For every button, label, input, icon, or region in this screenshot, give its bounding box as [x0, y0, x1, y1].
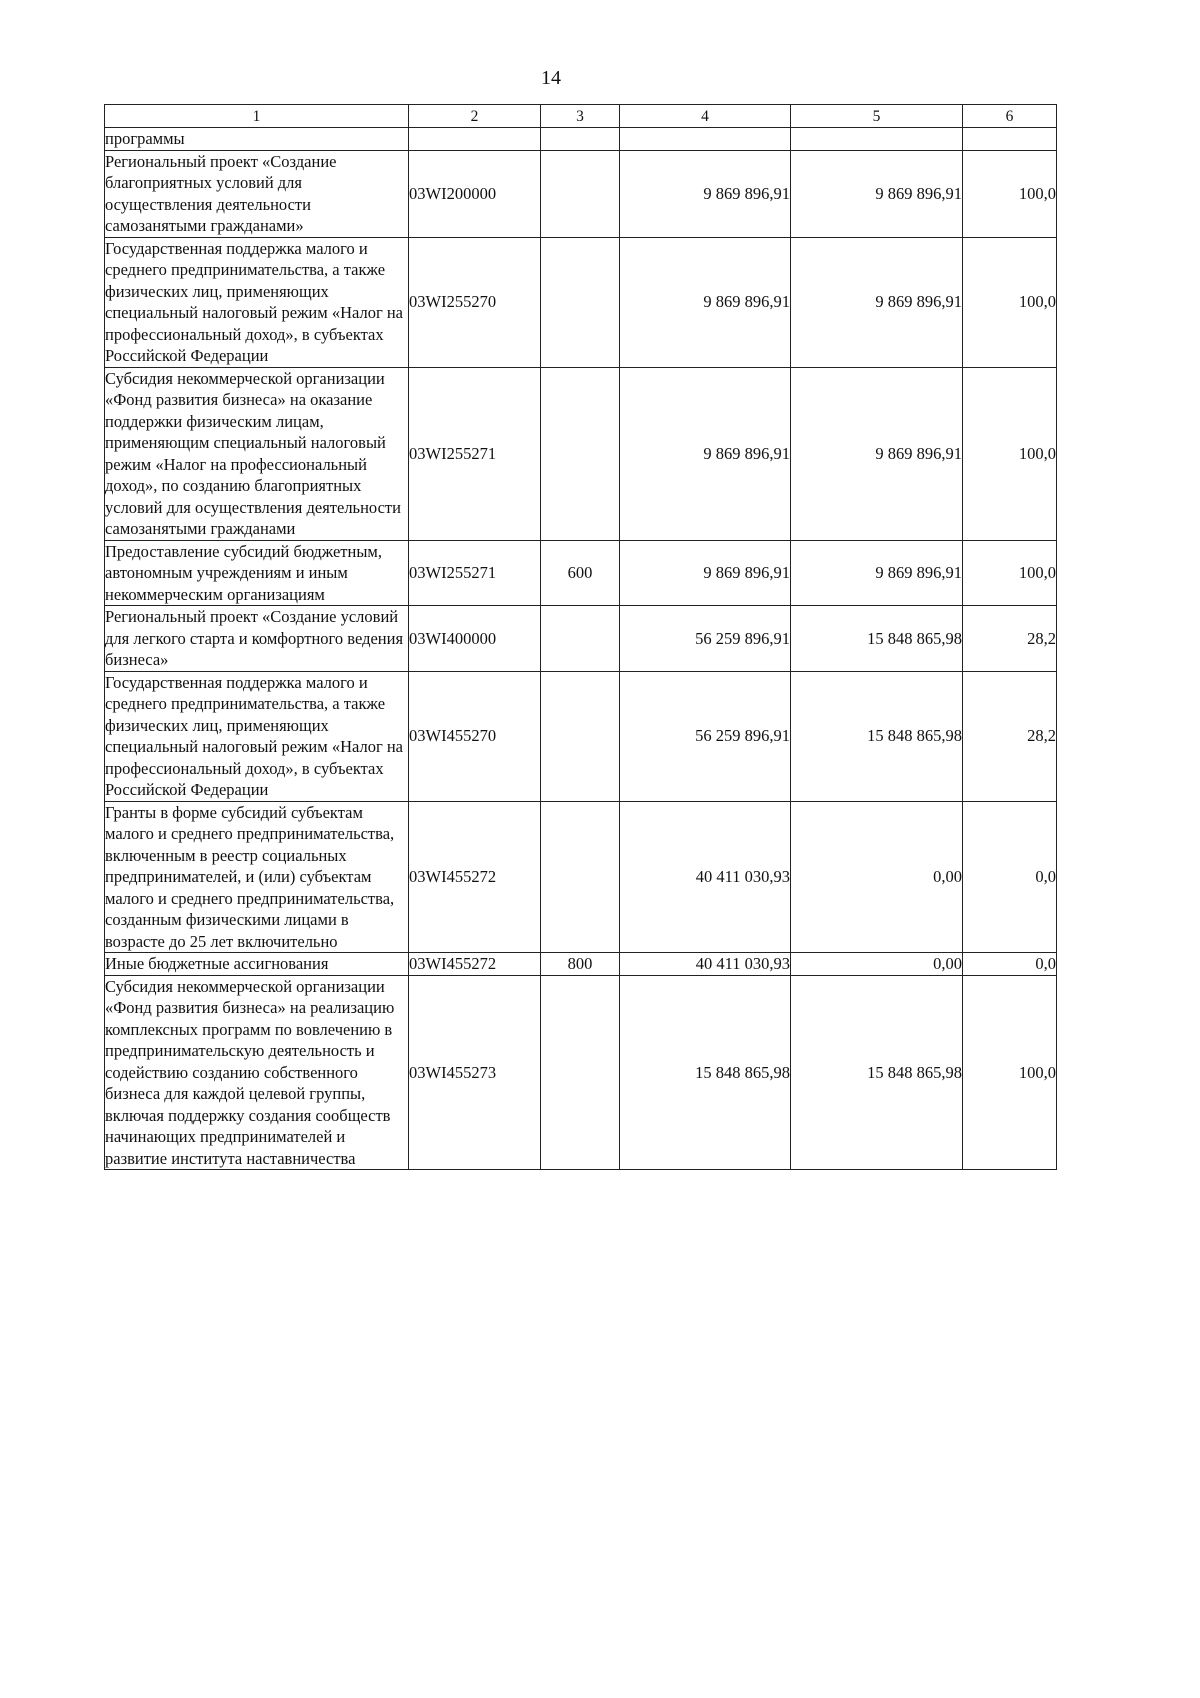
page-number: 14 — [541, 67, 561, 89]
row-expense-type — [541, 975, 620, 1170]
table-row — [105, 953, 1057, 976]
row-code: 03WI255271 — [409, 367, 541, 540]
table-row — [105, 128, 1057, 151]
header-col-3: 3 — [541, 105, 620, 128]
table-row — [105, 540, 1057, 606]
row-code: 03WI400000 — [409, 606, 541, 672]
row-plan: 40 411 030,93 — [620, 801, 791, 953]
row-plan: 9 869 896,91 — [620, 367, 791, 540]
row-code: 03WI255270 — [409, 237, 541, 367]
row-expense-type — [541, 606, 620, 672]
row-fact: 15 848 865,98 — [791, 606, 963, 672]
row-name: Иные бюджетные ассигнования — [105, 953, 409, 976]
budget-execution-table — [104, 104, 1057, 1170]
table-row — [105, 671, 1057, 801]
row-fact: 0,00 — [791, 953, 963, 976]
row-percent: 100,0 — [963, 150, 1057, 237]
row-code: 03WI455272 — [409, 953, 541, 976]
table-row — [105, 237, 1057, 367]
row-fact — [791, 128, 963, 151]
row-expense-type: 800 — [541, 953, 620, 976]
header-col-6: 6 — [963, 105, 1057, 128]
row-fact: 9 869 896,91 — [791, 150, 963, 237]
row-code: 03WI455273 — [409, 975, 541, 1170]
row-plan: 56 259 896,91 — [620, 671, 791, 801]
row-plan: 56 259 896,91 — [620, 606, 791, 672]
row-percent: 0,0 — [963, 953, 1057, 976]
table-body — [105, 128, 1057, 1170]
row-percent: 28,2 — [963, 671, 1057, 801]
table-row — [105, 606, 1057, 672]
row-code: 03WI455272 — [409, 801, 541, 953]
row-code: 03WI200000 — [409, 150, 541, 237]
table-row — [105, 975, 1057, 1170]
row-percent — [963, 128, 1057, 151]
row-expense-type — [541, 150, 620, 237]
row-code: 03WI255271 — [409, 540, 541, 606]
row-name: Региональный проект «Создание благоприятных условий для осуществления деятельности самозанятыми гражданами» — [105, 150, 409, 237]
row-plan: 15 848 865,98 — [620, 975, 791, 1170]
row-name: Государственная поддержка малого и среднего предпринимательства, а также физических лиц, применяющих специальный налоговый режим «Налог на профессиональный доход», в субъектах Российской Федерации — [105, 671, 409, 801]
row-percent: 100,0 — [963, 975, 1057, 1170]
header-col-2: 2 — [409, 105, 541, 128]
header-col-1: 1 — [105, 105, 409, 128]
row-name: Предоставление субсидий бюджетным, автономным учреждениям и иным некоммерческим организациям — [105, 540, 409, 606]
row-fact: 9 869 896,91 — [791, 367, 963, 540]
row-code: 03WI455270 — [409, 671, 541, 801]
row-percent: 28,2 — [963, 606, 1057, 672]
row-name: Субсидия некоммерческой организации «Фонд развития бизнеса» на реализацию комплексных программ по вовлечению в предпринимательскую деятельность и содействию созданию собственного бизнеса для каждой целевой группы, включая поддержку создания сообществ начинающих предпринимателей и развитие института наставничества — [105, 975, 409, 1170]
row-plan: 9 869 896,91 — [620, 540, 791, 606]
row-expense-type — [541, 367, 620, 540]
row-code — [409, 128, 541, 151]
header-col-4: 4 — [620, 105, 791, 128]
row-expense-type — [541, 128, 620, 151]
row-name: Гранты в форме субсидий субъектам малого и среднего предпринимательства, включенным в реестр социальных предпринимателей, и (или) субъектам малого и среднего предпринимательства, созданным физическими лицами в возрасте до 25 лет включительно — [105, 801, 409, 953]
row-fact: 9 869 896,91 — [791, 237, 963, 367]
row-name: Государственная поддержка малого и среднего предпринимательства, а также физических лиц, применяющих специальный налоговый режим «Налог на профессиональный доход», в субъектах Российской Федерации — [105, 237, 409, 367]
table-header — [105, 105, 1057, 128]
table-row — [105, 801, 1057, 953]
row-percent: 100,0 — [963, 540, 1057, 606]
row-fact: 0,00 — [791, 801, 963, 953]
row-plan: 9 869 896,91 — [620, 237, 791, 367]
row-name: программы — [105, 128, 409, 151]
row-fact: 15 848 865,98 — [791, 975, 963, 1170]
row-plan: 40 411 030,93 — [620, 953, 791, 976]
row-expense-type — [541, 237, 620, 367]
row-fact: 9 869 896,91 — [791, 540, 963, 606]
row-name: Региональный проект «Создание условий для легкого старта и комфортного ведения бизнеса» — [105, 606, 409, 672]
row-expense-type — [541, 671, 620, 801]
header-row — [105, 105, 1057, 128]
row-percent: 0,0 — [963, 801, 1057, 953]
row-plan — [620, 128, 791, 151]
row-plan: 9 869 896,91 — [620, 150, 791, 237]
table-row — [105, 150, 1057, 237]
row-fact: 15 848 865,98 — [791, 671, 963, 801]
row-expense-type — [541, 801, 620, 953]
row-percent: 100,0 — [963, 367, 1057, 540]
row-percent: 100,0 — [963, 237, 1057, 367]
table-row — [105, 367, 1057, 540]
row-expense-type: 600 — [541, 540, 620, 606]
header-col-5: 5 — [791, 105, 963, 128]
row-name: Субсидия некоммерческой организации «Фонд развития бизнеса» на оказание поддержки физическим лицам, применяющим специальный налоговый режим «Налог на профессиональный доход», по созданию благоприятных условий для осуществления деятельности самозанятыми гражданами — [105, 367, 409, 540]
